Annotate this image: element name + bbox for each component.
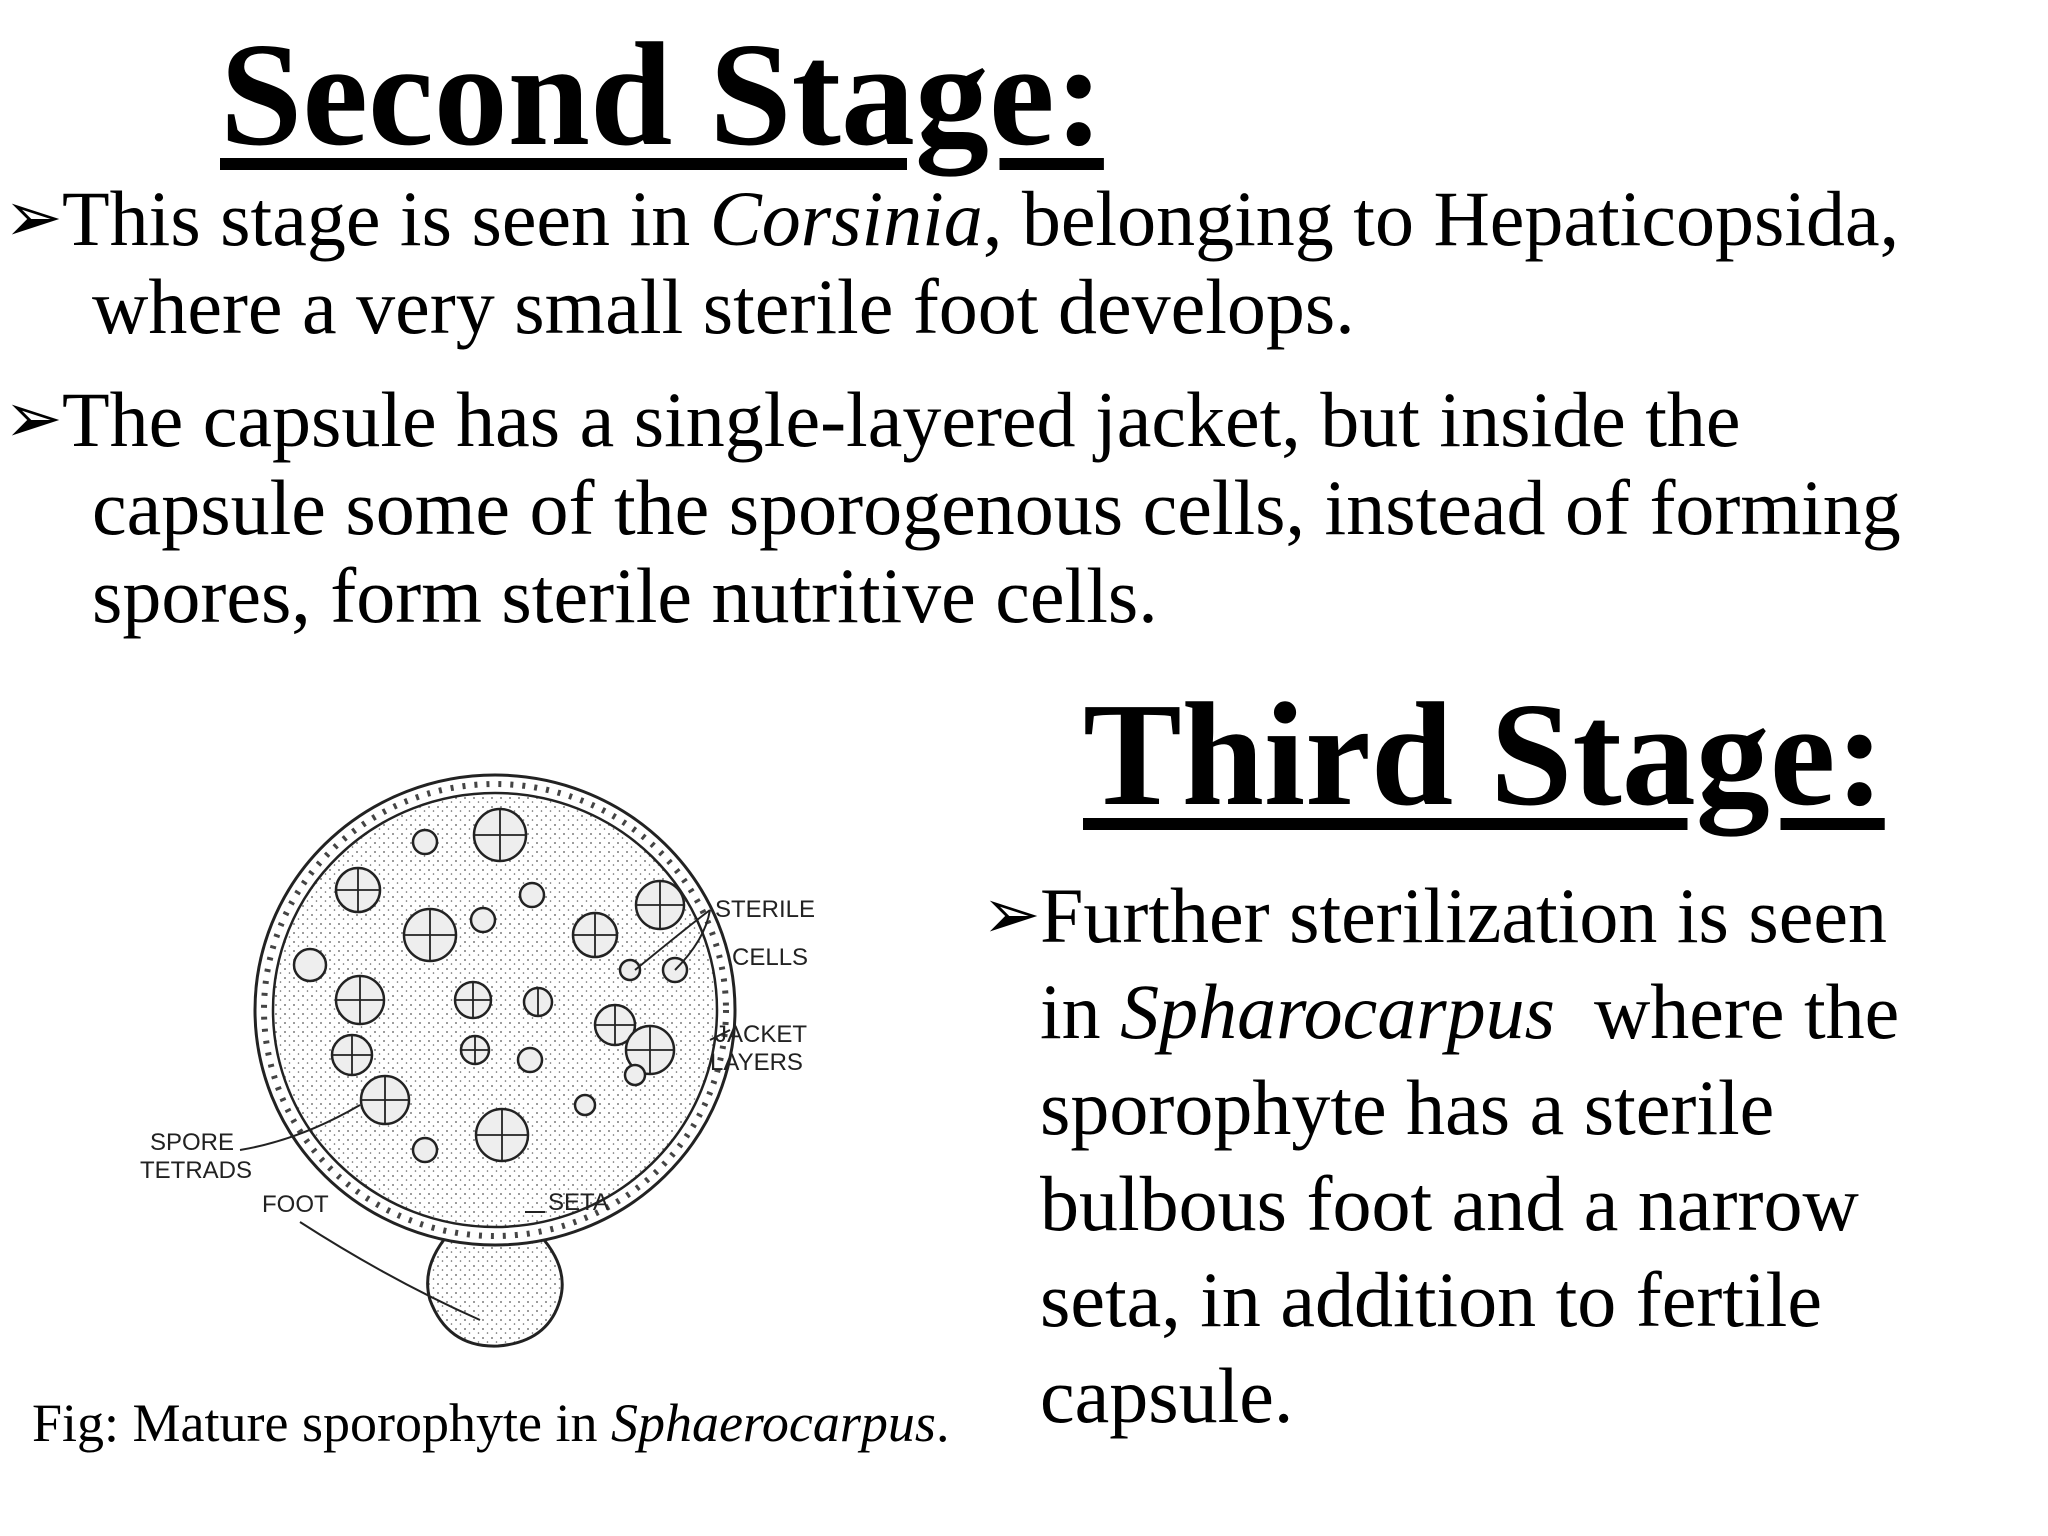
arrowhead-bullet-icon: ➢: [4, 180, 63, 257]
bullet-line: in Spharocarpus where the: [1040, 968, 1900, 1055]
bullet-line: capsule.: [1040, 1352, 1294, 1439]
bullet-line: This stage is seen in Corsinia, belonging to Hepaticopsida,: [62, 175, 1900, 262]
arrowhead-bullet-icon: ➢: [982, 877, 1041, 954]
bullet-sphaerocarpus: [982, 868, 2020, 1444]
label-tetrads: TETRADS: [140, 1157, 253, 1184]
arrowhead-bullet-icon: ➢: [4, 381, 63, 458]
label-foot: FOOT: [262, 1191, 329, 1218]
sporophyte-diagram: [130, 760, 910, 1360]
bullet-line: seta, in addition to fertile: [1040, 1256, 1822, 1343]
label-jacket: JACKET: [715, 1021, 808, 1048]
figure-caption: Fig: Mature sporophyte in Sphaerocarpus.: [32, 1393, 950, 1453]
bullet-line: capsule some of the sporogenous cells, instead of forming: [92, 464, 1901, 551]
second-stage-heading: Second Stage:: [220, 13, 1104, 177]
label-sterile: STERILE: [715, 896, 816, 923]
third-stage-heading: Third Stage:: [1083, 673, 1885, 837]
bullet-line: The capsule has a single-layered jacket, but inside the: [62, 376, 1741, 463]
bullet-line: sporophyte has a sterile: [1040, 1064, 1775, 1151]
bullet-line: spores, form sterile nutritive cells.: [92, 552, 1158, 639]
bullet-line: where a very small sterile foot develops.: [92, 263, 1355, 350]
label-layers: LAYERS: [710, 1049, 803, 1076]
bullet-capsule: [4, 376, 2022, 640]
label-spore: SPORE: [150, 1129, 235, 1156]
bullet-corsinia: [4, 175, 2022, 351]
label-cells: CELLS: [732, 944, 809, 971]
bullet-line: Further sterilization is seen: [1040, 872, 1887, 959]
label-seta: SETA: [548, 1189, 609, 1216]
bullet-line: bulbous foot and a narrow: [1040, 1160, 1859, 1247]
